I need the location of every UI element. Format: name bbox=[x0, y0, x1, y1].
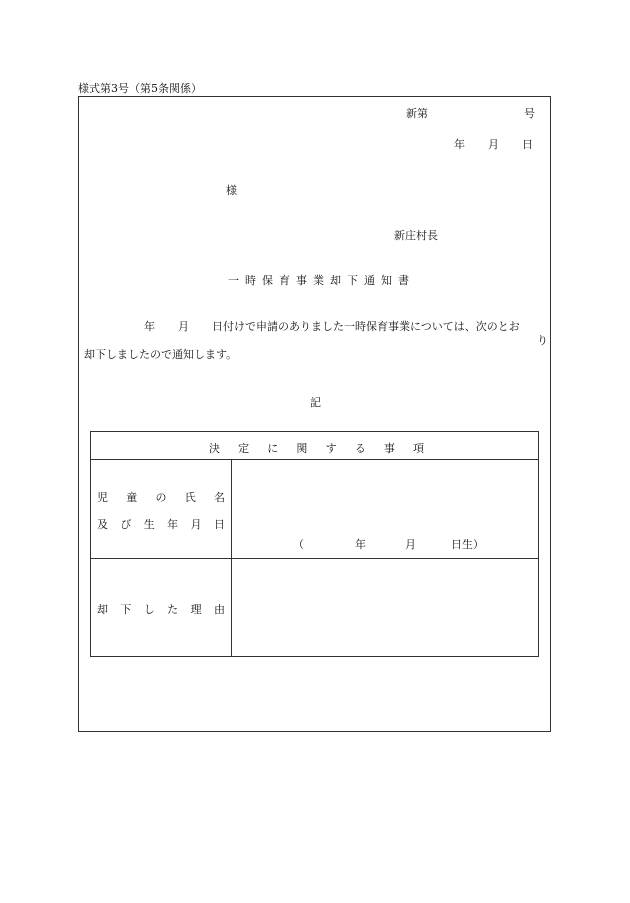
table-heading bbox=[209, 440, 424, 456]
label-char: の bbox=[155, 491, 167, 504]
date-year: 年 bbox=[454, 138, 465, 151]
label-char: 却 bbox=[97, 603, 108, 616]
table-heading-char: す bbox=[325, 442, 337, 455]
table-heading-char: に bbox=[267, 442, 279, 455]
body-month: 月 bbox=[178, 320, 189, 333]
body-wrap-char: り bbox=[537, 334, 548, 347]
table-heading-char: 決 bbox=[209, 442, 220, 455]
addressee-suffix: 様 bbox=[226, 184, 237, 197]
label-char: 由 bbox=[213, 603, 225, 616]
label-char: し bbox=[143, 603, 155, 616]
ki-heading: 記 bbox=[310, 396, 321, 409]
label-char: 名 bbox=[214, 491, 225, 504]
document-number-prefix: 新第 bbox=[406, 107, 428, 120]
label-char: 日 bbox=[213, 518, 225, 531]
label-char: 童 bbox=[126, 491, 138, 504]
table-header-divider bbox=[91, 459, 538, 460]
table-heading-char: 項 bbox=[412, 442, 424, 455]
date-day: 日 bbox=[522, 138, 533, 151]
birth-year: 年 bbox=[355, 538, 366, 551]
label-char: 氏 bbox=[184, 491, 196, 504]
table-heading-char: る bbox=[354, 442, 366, 455]
birth-month: 月 bbox=[405, 538, 416, 551]
decision-table bbox=[90, 431, 539, 657]
table-heading-char: 関 bbox=[296, 442, 308, 455]
table-heading-char: 定 bbox=[238, 442, 250, 455]
date-month: 月 bbox=[488, 138, 499, 151]
label-char: た bbox=[167, 603, 179, 616]
rejection-reason-label bbox=[97, 601, 225, 617]
label-char: 生 bbox=[143, 518, 155, 531]
sender-name: 新庄村長 bbox=[394, 229, 438, 242]
label-char: 年 bbox=[167, 518, 179, 531]
label-char: 下 bbox=[120, 603, 132, 616]
table-row-divider bbox=[91, 558, 538, 559]
label-char: 月 bbox=[190, 518, 202, 531]
label-char: 及 bbox=[97, 518, 108, 531]
birth-open-paren: （ bbox=[293, 538, 304, 551]
form-number-label: 様式第3号（第5条関係） bbox=[78, 82, 202, 95]
label-char: 児 bbox=[97, 491, 108, 504]
body-line-2: 却下しましたので通知します。 bbox=[84, 348, 238, 361]
table-column-divider bbox=[231, 459, 232, 656]
label-char: び bbox=[120, 518, 132, 531]
child-name-label bbox=[97, 489, 225, 505]
document-number-suffix: 号 bbox=[524, 107, 535, 120]
document-title: 一時保育事業却下通知書 bbox=[228, 274, 415, 287]
body-year: 年 bbox=[144, 320, 155, 333]
child-birthdate-label bbox=[97, 516, 225, 532]
body-line-1: 日付けで申請のありました一時保育事業については、次のとお bbox=[212, 320, 520, 333]
table-heading-char: 事 bbox=[383, 442, 395, 455]
birth-day: 日生） bbox=[451, 538, 484, 551]
label-char: 理 bbox=[190, 603, 202, 616]
